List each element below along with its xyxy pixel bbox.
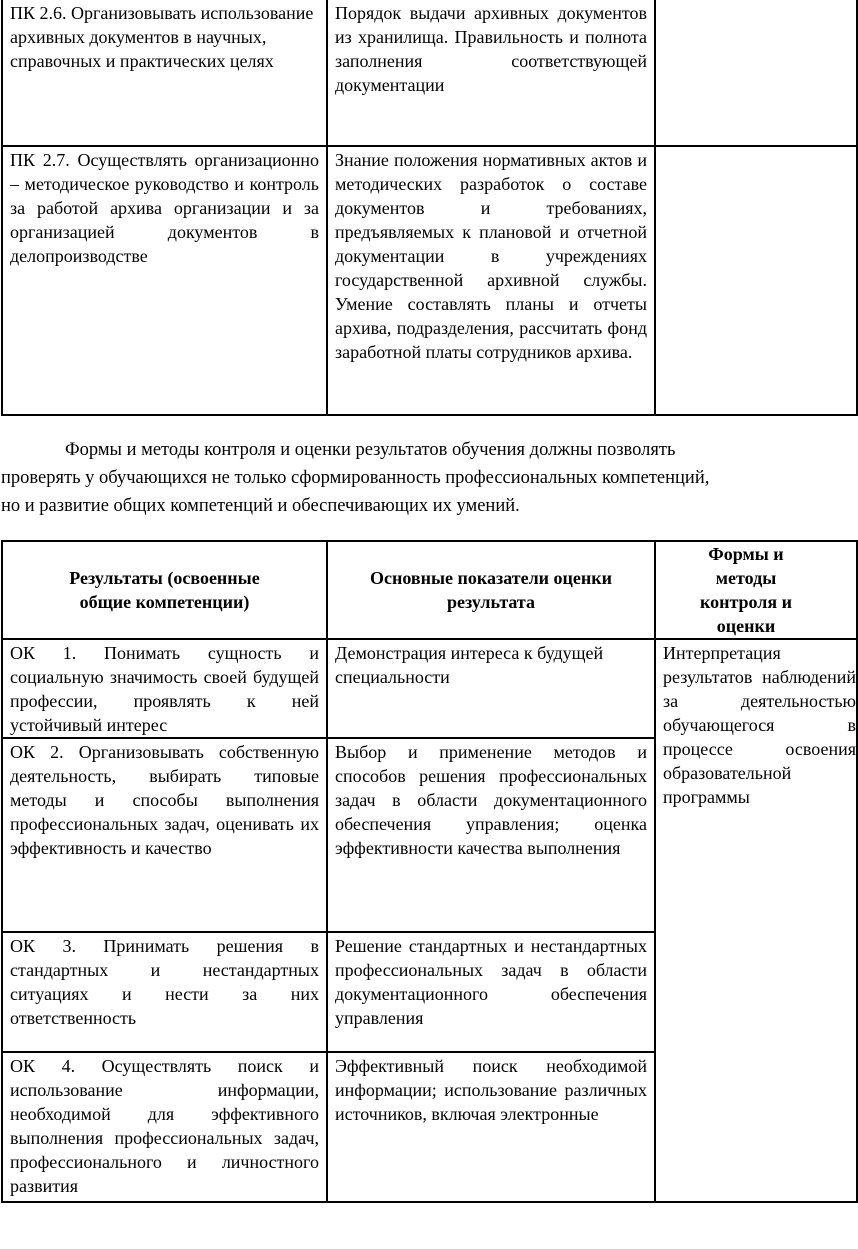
indicators-cell: Демонстрация интереса к будущей специальности	[327, 639, 655, 738]
indicators-cell: Порядок выдачи архивных документов из хранилища. Правильность и полнота заполнения соответствующей документации	[327, 0, 655, 146]
body-paragraph	[1, 436, 817, 520]
competence-table-top	[1, 0, 858, 416]
header-results: Результаты (освоенные общие компетенции)	[2, 541, 327, 639]
table-row	[2, 0, 857, 146]
paragraph-line: проверять у обучающихся не только сформированность профессиональных компетенций,	[1, 468, 710, 488]
competence-table-bottom	[1, 540, 858, 1203]
indicators-cell: Решение стандартных и нестандартных профессиональных задач в области документационного обеспечения управления	[327, 932, 655, 1052]
table-row	[2, 639, 857, 738]
table-row	[2, 146, 857, 415]
competence-cell: ПК 2.6. Организовывать использование архивных документов в научных, справочных и практических целях	[2, 0, 327, 146]
competence-cell: ОК 4. Осуществлять поиск и использование информации, необходимой для эффективного выполнения профессиональных задач, профессионального и личностного развития	[2, 1052, 327, 1202]
indicators-cell: Знание положения нормативных актов и методических разработок о составе документов и требованиях, предъявляемых к плановой и отчетной документации в учреждениях государственной архивной службы. Умение составлять планы и отчеты архива, подразделения, рассчитать фонд заработной платы сотрудников архива.	[327, 146, 655, 415]
competence-cell: ПК 2.7. Осуществлять организационно – методическое руководство и контроль за работой архива организации и за организацией документов в делопроизводстве	[2, 146, 327, 415]
header-indicators: Основные показатели оценки результата	[327, 541, 655, 639]
paragraph-line: Формы и методы контроля и оценки результатов обучения должны позволять	[65, 440, 676, 460]
table-header-row	[2, 541, 857, 639]
competence-cell: ОК 3. Принимать решения в стандартных и нестандартных ситуациях и нести за них ответственность	[2, 932, 327, 1052]
competence-cell: ОК 2. Организовывать собственную деятельность, выбирать типовые методы и способы выполнения профессиональных задач, оценивать их эффективность и качество	[2, 738, 327, 932]
empty-cell	[655, 146, 857, 415]
empty-cell	[655, 0, 857, 146]
indicators-cell: Эффективный поиск необходимой информации; использование различных источников, включая электронные	[327, 1052, 655, 1202]
forms-cell: Интерпретация результатов наблюдений за деятельностью обучающегося в процессе освоения образовательной программы	[655, 639, 857, 1202]
header-forms: Формы и методы контроля и оценки	[655, 541, 857, 639]
indicators-cell: Выбор и применение методов и способов решения профессиональных задач в области документационного обеспечения управления; оценка эффективности качества выполнения	[327, 738, 655, 932]
competence-cell: ОК 1. Понимать сущность и социальную значимость своей будущей профессии, проявлять к ней устойчивый интерес	[2, 639, 327, 738]
paragraph-line: но и развитие общих компетенций и обеспечивающих их умений.	[1, 496, 520, 516]
